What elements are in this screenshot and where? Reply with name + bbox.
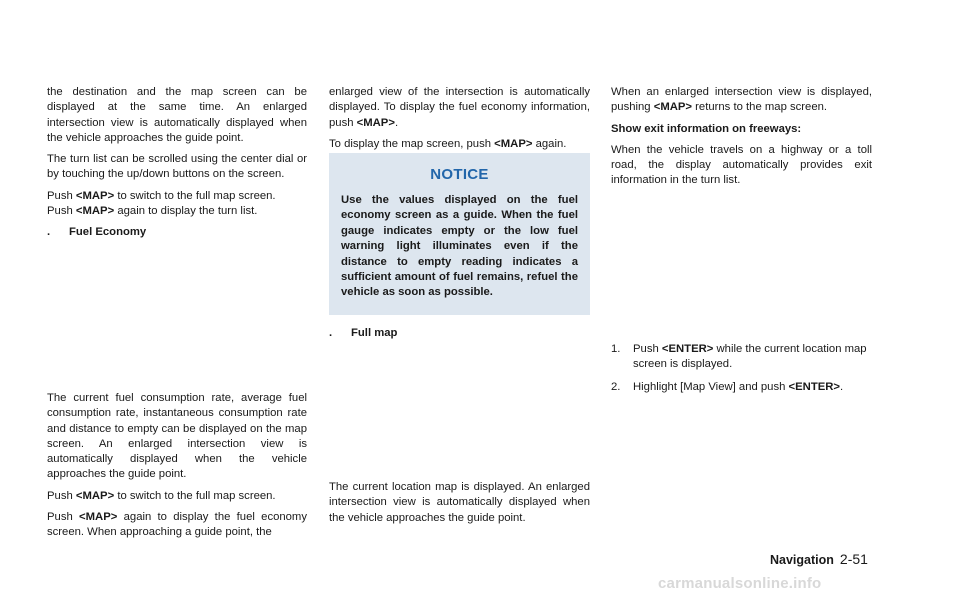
- text: again to display the turn list.: [117, 205, 258, 218]
- bullet-label: Full map: [351, 327, 398, 339]
- bullet-dot: .: [47, 226, 51, 239]
- text: Push: [47, 205, 73, 218]
- text: to switch to the full map screen.: [117, 189, 276, 202]
- text: again.: [535, 137, 567, 150]
- paragraph: [611, 85, 872, 116]
- column-2-lower: [329, 480, 590, 526]
- map-key: <MAP>: [356, 116, 395, 129]
- paragraph: The current location map is displayed. An enlarged intersection view is automatically displayed when the vehicle approaches the guide point.: [329, 481, 590, 524]
- column-1: [47, 85, 307, 247]
- text: while the current location map screen is displayed.: [633, 343, 867, 371]
- text: Highlight [Map View] and push: [633, 380, 786, 393]
- text: again to display the fuel economy screen. When approaching a guide point, the: [47, 511, 307, 539]
- column-3: [611, 85, 872, 195]
- text: Push: [47, 189, 73, 202]
- text: When an enlarged intersection view is displayed, pushing: [611, 86, 872, 114]
- enter-key: <ENTER>: [788, 380, 841, 393]
- section-name: Navigation: [770, 553, 834, 567]
- text: Push: [47, 511, 73, 524]
- step-item: [611, 342, 872, 373]
- map-key: <MAP>: [653, 101, 693, 114]
- bullet-full-map: [329, 326, 590, 341]
- column-2: [329, 85, 590, 158]
- text: .: [840, 380, 844, 393]
- paragraph: [47, 489, 307, 504]
- text: Push: [633, 343, 659, 355]
- map-key: <MAP>: [79, 511, 118, 524]
- paragraph: [47, 189, 307, 220]
- page-footer: [770, 551, 868, 567]
- section-heading: Show exit information on freeways:: [611, 122, 802, 135]
- paragraph: The current fuel consumption rate, average fuel consumption rate, instantaneous consumption rate and distance to empty can be displayed on the map screen. An enlarged intersection view is automatically displayed when the vehicle approaches the guide point.: [47, 392, 307, 481]
- text: .: [394, 116, 399, 129]
- paragraph: [47, 510, 307, 541]
- map-key: <MAP>: [494, 137, 533, 150]
- text: enlarged view of the intersection is automatically displayed. To display the fuel economy information, push: [329, 86, 590, 129]
- bullet-dot: .: [329, 327, 333, 339]
- notice-title: NOTICE: [430, 166, 489, 183]
- text: to switch to the full map screen.: [117, 489, 276, 502]
- watermark: carmanualsonline.info: [658, 575, 822, 592]
- map-key: <MAP>: [75, 189, 115, 202]
- map-key: <MAP>: [75, 205, 115, 218]
- paragraph: [329, 85, 590, 131]
- text: Push: [47, 489, 73, 502]
- text: returns to the map screen.: [695, 101, 828, 114]
- bullet-fuel-economy: [47, 225, 307, 240]
- paragraph: The turn list can be scrolled using the center dial or by touching the up/down buttons on the screen.: [47, 153, 307, 181]
- paragraph: [329, 137, 590, 152]
- step-number: 1.: [611, 343, 621, 355]
- enter-key: <ENTER>: [661, 343, 714, 355]
- bullet-label: Fuel Economy: [69, 226, 147, 239]
- steps-list: [611, 342, 872, 395]
- notice-box: [329, 153, 590, 315]
- step-number: 2.: [611, 380, 621, 393]
- notice-body: Use the values displayed on the fuel economy screen as a guide. When the fuel gauge indicates empty or the low fuel warning light illuminates even if the distance to empty reading indicates a sufficient amount of fuel remains, refuel the vehicle as soon as possible.: [341, 194, 578, 299]
- paragraph: When the vehicle travels on a highway or a toll road, the display automatically provides exit information in the turn list.: [611, 143, 872, 187]
- column-2-bullet: [329, 326, 590, 347]
- column-3-steps: [611, 342, 872, 402]
- map-key: <MAP>: [75, 489, 115, 502]
- paragraph: the destination and the map screen can be displayed at the same time. An enlarged intersection view is automatically displayed when the vehicle approaches the guide point.: [47, 86, 307, 144]
- column-1-lower: [47, 391, 307, 541]
- page-number: 2-51: [839, 551, 868, 567]
- text: To display the map screen, push: [329, 137, 492, 150]
- step-item: [611, 380, 872, 395]
